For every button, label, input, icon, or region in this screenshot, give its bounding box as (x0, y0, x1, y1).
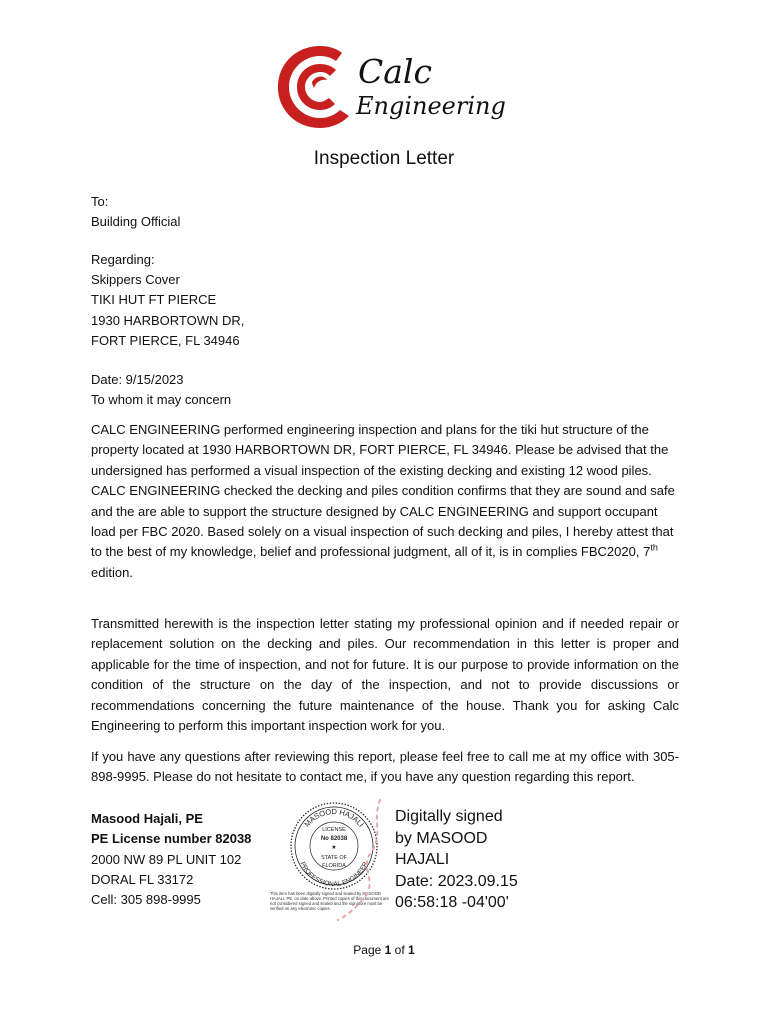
letter-date: Date: 9/15/2023 (91, 372, 184, 387)
salutation: To whom it may concern (91, 392, 232, 407)
seal-bottom-text: PROFESSIONAL ENGINEER (298, 860, 370, 889)
signer-address-2: DORAL FL 33172 (91, 872, 194, 887)
signer-cell: Cell: 305 898-9995 (91, 892, 201, 907)
regarding-line: TIKI HUT FT PIERCE (91, 292, 217, 307)
body-paragraph-1: CALC ENGINEERING performed engineering inspection and plans for the tiki hut structure of the property located at 1930 HARBORTOWN DR, FORT PIERCE, FL 34946. Please be advised that the undersigned has performed a visual inspection of the existing decking and existing 12 wood piles. CALC ENGINEERING checked the decking and piles condition confirms that they are sound and safe and the are able to support the structure designed by CALC ENGINEERING and support occupant load per FBC 2020. Based solely on a visual inspection of such decking and piles, I hereby attest that to the best of my knowledge, belief and professional judgment, all of it, is in complies FBC2020, 7th edition. (91, 422, 675, 580)
digital-signature-line: by MASOOD (395, 829, 488, 847)
digital-signature-block (395, 806, 518, 914)
seal-top-text: MASOOD HAJALI (302, 806, 366, 829)
svg-text:★: ★ (331, 844, 337, 851)
seal-disclaimer: This item has been digitally signed and sealed by MASOOD HAJALI, PE, on date above. Printed copies of this document are not considered signed and sealed and the signature must be verified on any electronic copies. (270, 891, 389, 911)
seal-state-of: STATE OF (320, 855, 348, 861)
regarding-label: Regarding: (91, 252, 155, 267)
signature-flourish-icon (318, 794, 398, 926)
to-label: To: (91, 194, 109, 209)
signer-license: PE License number 82038 (91, 831, 252, 846)
recipient: Building Official (91, 214, 181, 229)
digital-signature-line: HAJALI (395, 851, 450, 868)
body-paragraph-3: If you have any questions after reviewing this report, please feel free to call me at my office with 305-898-9995. Please do not hesitate to contact me, if you have any question regarding this report. (91, 749, 679, 785)
digital-signature-date: Date: 2023.09.15 (395, 872, 518, 890)
digital-signature-time: 06:58:18 -04'00' (395, 894, 509, 911)
logo-wordmark-engineering: Engineering (356, 92, 506, 120)
seal-state: FLORIDA (322, 863, 346, 869)
logo-wordmark-calc: Calc (358, 52, 432, 91)
seal-license-word: LICENSE (322, 827, 346, 833)
page-title: Inspection Letter (313, 148, 455, 169)
regarding-line: FORT PIERCE, FL 34946 (91, 333, 240, 348)
digital-signature-line: Digitally signed (395, 808, 503, 825)
signer-name: Masood Hajali, PE (91, 811, 203, 826)
page-number: Page 1 of 1 (353, 943, 415, 957)
seal-number: No 82038 (320, 836, 348, 842)
body-paragraph-2: Transmitted herewith is the inspection letter stating my professional opinion and if needed repair or replacement solution on the decking and piles. Our recommendation in this letter is proper and applicable for the time of inspection, and not for future. It is our purpose to provide information on the condition of the structure on the day of the inspection, and not to provide discussions or recommendations concerning the future maintenance of the house. Thank you for asking Calc Engineering to perform this important inspection work for you. (91, 616, 679, 734)
regarding-line: 1930 HARBORTOWN DR, (91, 313, 245, 328)
signer-address-1: 2000 NW 89 PL UNIT 102 (91, 852, 242, 867)
regarding-line: Skippers Cover (91, 272, 180, 287)
